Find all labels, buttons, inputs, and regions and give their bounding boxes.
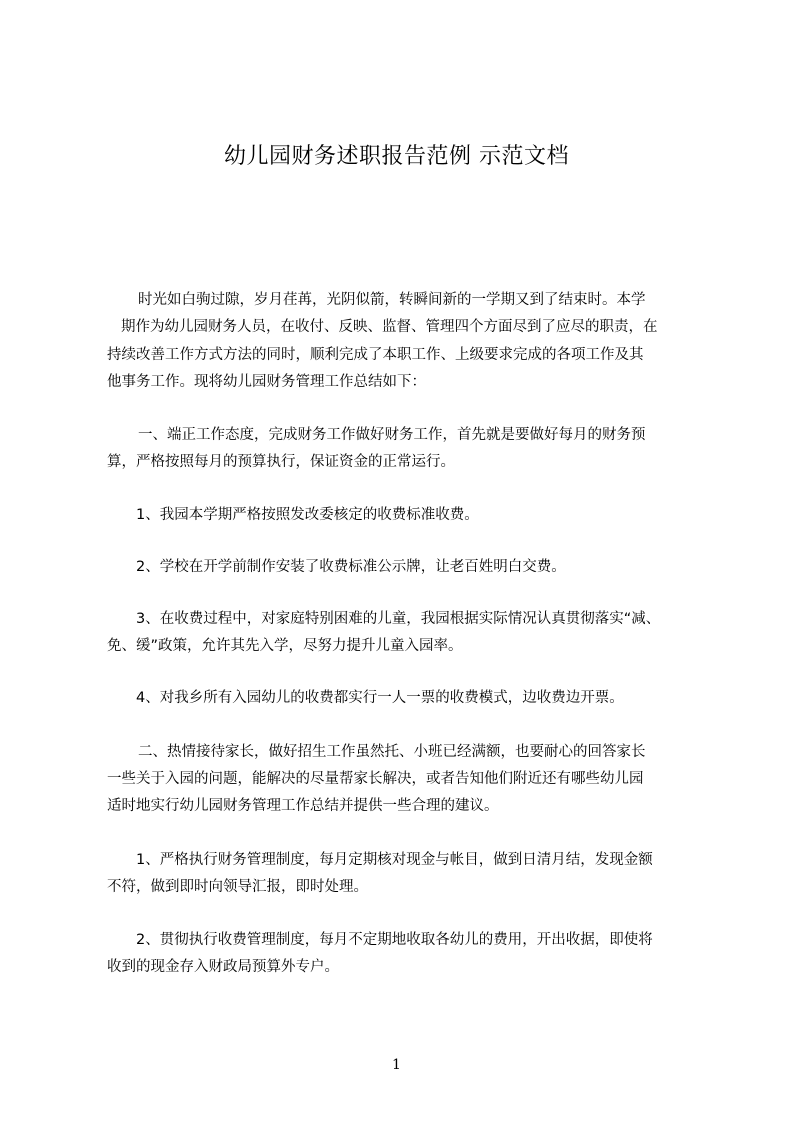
item1-3-line-2: 免、缓”政策，允许其先入学，尽努力提升儿童入园率。 xyxy=(107,638,463,654)
section2-line-1: 二、热情接待家长，做好招生工作虽然托、小班已经满额，也要耐心的回答家长 xyxy=(138,744,646,760)
section2-line-3: 适时地实行幼儿园财务管理工作总结并提供一些合理的建议。 xyxy=(107,798,499,814)
intro-line-4: 他事务工作。现将幼儿园财务管理工作总结如下： xyxy=(107,374,426,390)
section1-line-1: 一、端正工作态度，完成财务工作做好财务工作，首先就是要做好每月的财务预 xyxy=(138,427,646,443)
item1-4: 4、对我乡所有入园幼儿的收费都实行一人一票的收费模式，边收费边开票。 xyxy=(136,690,624,706)
item2-1-line-1: 1、严格执行财务管理制度，每月定期核对现金与帐目，做到日清月结，发现金额 xyxy=(136,852,653,868)
item2-1-line-2: 不符，做到即时向领导汇报，即时处理。 xyxy=(107,879,368,895)
item1-2: 2、学校在开学前制作安装了收费标准公示牌，让老百姓明白交费。 xyxy=(136,559,566,575)
item1-3-line-1: 3、在收费过程中，对家庭特别困难的儿童，我园根据实际情况认真贯彻落实“减、 xyxy=(136,611,661,627)
intro-line-1: 时光如白驹过隙，岁月荏苒，光阴似箭，转瞬间新的一学期又到了结束时。本学 xyxy=(138,292,646,308)
page-number: 1 xyxy=(392,1057,401,1073)
item2-2-line-1: 2、贯彻执行收费管理制度，每月不定期地收取各幼儿的费用，开出收据，即使将 xyxy=(136,932,653,948)
section1-line-2: 算，严格按照每月的预算执行，保证资金的正常运行。 xyxy=(107,454,455,470)
section2-line-2: 一些关于入园的问题，能解决的尽量帮家长解决，或者告知他们附近还有哪些幼儿园 xyxy=(107,771,644,787)
intro-line-3: 持续改善工作方式方法的同时，顺利完成了本职工作、上级要求完成的各项工作及其 xyxy=(107,347,644,363)
item1-1: 1、我园本学期严格按照发改委核定的收费标准收费。 xyxy=(136,507,479,523)
item2-2-line-2: 收到的现金存入财政局预算外专户。 xyxy=(107,959,339,975)
intro-line-2: 期作为幼儿园财务人员，在收付、反映、监督、管理四个方面尽到了应尽的职责，在 xyxy=(121,319,658,335)
document-title: 幼儿园财务述职报告范例 示范文档 xyxy=(224,144,569,169)
